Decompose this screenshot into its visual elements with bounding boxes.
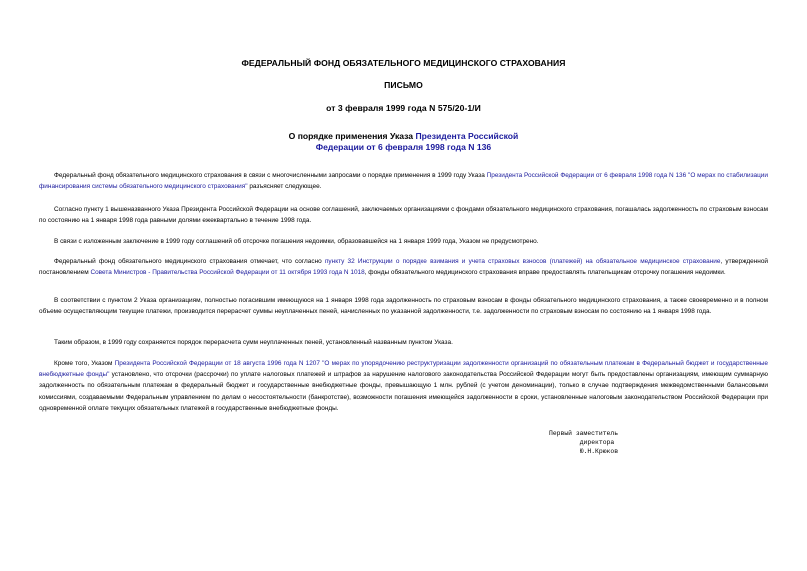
issuing-organization: ФЕДЕРАЛЬНЫЙ ФОНД ОБЯЗАТЕЛЬНОГО МЕДИЦИНСКОГО СТРАХОВАНИЯ	[241, 58, 566, 68]
paragraph-4-text-b: , утвержденной постановлением	[39, 258, 769, 277]
decree-1207-link[interactable]: Президента Российской Федерации от 18 августа 1996 года N 1207 "О мерах по упорядочению реструктуризации задолженности организаций по обязательным платежам в Федеральный бюджет и государственные внебюджетные фонды"	[39, 360, 769, 379]
paragraph-1-text-b: разъясняет следующее.	[247, 183, 322, 191]
document-subject	[0, 131, 807, 153]
paragraph-6-text: Таким образом, в 1999 году сохраняется порядок перерасчета сумм неуплаченных пеней, установленный названным пунктом Указа.	[54, 339, 453, 346]
paragraph-5	[39, 295, 768, 317]
decree-136-link[interactable]: Президента Российской Федерации от 6 февраля 1998 года N 136 "О мерах по стабилизации финансирования системы обязательного медицинского страхования"	[39, 172, 769, 191]
council-of-ministers-resolution-link[interactable]: Совета Министров - Правительства Российской Федерации от 11 октября 1993 года N 1018	[90, 269, 365, 277]
signature-name: Ю.Н.Крюков	[579, 448, 619, 455]
document-date-number: от 3 февраля 1999 года N 575/20-1/И	[326, 103, 481, 113]
paragraph-3	[39, 236, 768, 247]
subject-decree-link-part1[interactable]: Президента Российской	[415, 131, 519, 141]
paragraph-7	[39, 358, 768, 414]
subject-decree-link-part2[interactable]: Федерации от 6 февраля 1998 года N 136	[315, 142, 492, 152]
paragraph-4-text-c: , фонды обязательного медицинского страхования вправе предоставлять плательщикам отсрочку погашения недоимки.	[364, 269, 726, 277]
paragraph-5-text: В соответствии с пунктом 2 Указа организациям, полностью погасившим имеющуюся на 1 января 1998 года задолженность по страховым взносам в фонды обязательного медицинского страхования, а также своевременно и в полном объеме осуществляющим текущие платежи, производится перерасчет суммы неуплаченных пеней, начисленных по указанной задолженности, т.е. задолженности по страховым взносам по состоянию на 1 января 1998 года.	[39, 297, 768, 316]
paragraph-1	[39, 170, 768, 192]
signature-position-2: директора	[579, 439, 615, 446]
paragraph-1-text-a: Федеральный фонд обязательного медицинского страхования в связи с многочисленными запросами о порядке применения в 1999 году Указа	[54, 172, 487, 179]
paragraph-7-text-b: установлено, что отсрочки (рассрочки) по уплате налоговых платежей и штрафов за нарушение налогового законодательства Российской Федерации могут быть предоставлены организациям, имеющим суммарную задолженность по обязательным платежам в федеральный бюджет и государственные внебюджетные фонды, превышающую 1 млн. рублей (с учетом деноминации), только в случае подтверждения межведомственными балансовыми комиссиями, создаваемыми Федеральным управлением по делам о несостоятельности (банкротстве), возможности погашения имеющейся задолженности в сроки, установленные налоговым законодательством Российской Федерации при одновременной оплате текущих обязательных платежей в государственные внебюджетные фонды.	[39, 371, 768, 412]
signature-position: Первый заместитель	[549, 430, 619, 437]
document-type: ПИСЬМО	[384, 80, 423, 90]
paragraph-2-text: Согласно пункту 1 вышеназванного Указа Президента Российской Федерации на основе соглашений, заключаемых организациями с фондами обязательного медицинского страхования, погашалась задолженность по страховым взносам по состоянию на 1 января 1998 года равными долями ежеквартально в течение 1998 года.	[39, 206, 768, 225]
signature-block	[549, 429, 618, 456]
instruction-item-32-link[interactable]: пункту 32 Инструкции о порядке взимания и учета страховых взносов (платежей) на обязательное медицинское страхование	[324, 258, 721, 265]
paragraph-6	[39, 337, 768, 348]
paragraph-2	[39, 204, 768, 226]
paragraph-4-text-a: Федеральный фонд обязательного медицинского страхования отмечает, что согласно	[54, 258, 325, 265]
paragraph-7-text-a: Кроме того, Указом	[54, 360, 115, 367]
subject-text: О порядке применения Указа	[288, 131, 416, 141]
paragraph-4	[39, 256, 768, 278]
paragraph-3-text: В связи с изложенным заключение в 1999 году соглашений об отсрочке погашения недоимки, образовавшейся на 1 января 1999 года, Указом не предусмотрено.	[54, 238, 539, 245]
